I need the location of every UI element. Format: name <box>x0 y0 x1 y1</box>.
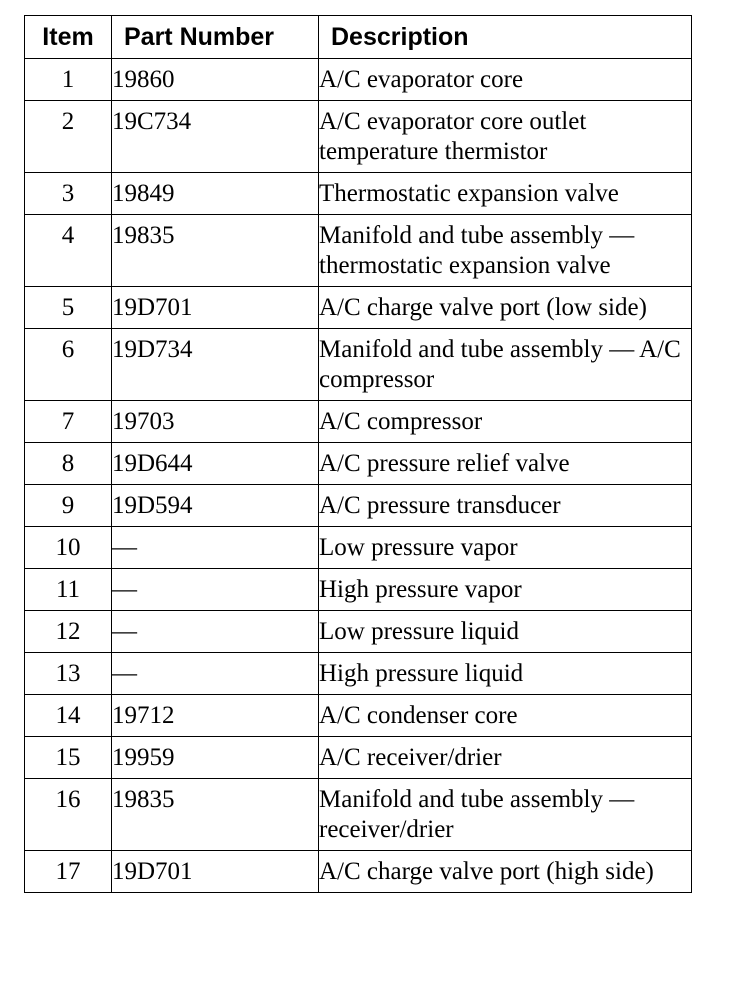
part-number-cell: 19712 <box>112 695 319 737</box>
table-body <box>25 59 692 893</box>
table-row <box>25 851 692 893</box>
table-row <box>25 779 692 851</box>
description-cell: Thermostatic expansion valve <box>319 173 692 215</box>
description-cell: A/C pressure relief valve <box>319 443 692 485</box>
part-number-cell: — <box>112 569 319 611</box>
table-row <box>25 329 692 401</box>
description-cell: Low pressure liquid <box>319 611 692 653</box>
part-number-cell: 19C734 <box>112 101 319 173</box>
description-cell: High pressure liquid <box>319 653 692 695</box>
part-number-cell: 19959 <box>112 737 319 779</box>
description-cell: High pressure vapor <box>319 569 692 611</box>
table-row <box>25 569 692 611</box>
column-header-part-number: Part Number <box>112 16 319 59</box>
part-number-cell: — <box>112 611 319 653</box>
column-header-description: Description <box>319 16 692 59</box>
column-header-item: Item <box>25 16 112 59</box>
item-number-cell: 1 <box>25 59 112 101</box>
item-number-cell: 2 <box>25 101 112 173</box>
item-number-cell: 9 <box>25 485 112 527</box>
item-number-cell: 15 <box>25 737 112 779</box>
part-number-cell: 19D594 <box>112 485 319 527</box>
part-number-cell: 19835 <box>112 215 319 287</box>
item-number-cell: 5 <box>25 287 112 329</box>
item-number-cell: 4 <box>25 215 112 287</box>
table-row <box>25 287 692 329</box>
description-cell: A/C compressor <box>319 401 692 443</box>
description-cell: A/C evaporator core outlet temperature thermistor <box>319 101 692 173</box>
table-header <box>25 16 692 59</box>
item-number-cell: 7 <box>25 401 112 443</box>
description-cell: A/C receiver/drier <box>319 737 692 779</box>
item-number-cell: 12 <box>25 611 112 653</box>
item-number-cell: 13 <box>25 653 112 695</box>
table-row <box>25 443 692 485</box>
table-row <box>25 101 692 173</box>
item-number-cell: 10 <box>25 527 112 569</box>
part-number-cell: 19D734 <box>112 329 319 401</box>
description-cell: Low pressure vapor <box>319 527 692 569</box>
parts-table <box>24 15 692 893</box>
description-cell: A/C charge valve port (high side) <box>319 851 692 893</box>
description-cell: Manifold and tube assembly — receiver/drier <box>319 779 692 851</box>
table-row <box>25 173 692 215</box>
part-number-cell: 19703 <box>112 401 319 443</box>
table-row <box>25 401 692 443</box>
part-number-cell: 19D701 <box>112 287 319 329</box>
part-number-cell: 19D644 <box>112 443 319 485</box>
description-cell: A/C evaporator core <box>319 59 692 101</box>
header-row <box>25 16 692 59</box>
table-row <box>25 527 692 569</box>
table-row <box>25 737 692 779</box>
table-row <box>25 611 692 653</box>
part-number-cell: 19835 <box>112 779 319 851</box>
description-cell: A/C condenser core <box>319 695 692 737</box>
item-number-cell: 14 <box>25 695 112 737</box>
table-row <box>25 485 692 527</box>
table-row <box>25 695 692 737</box>
item-number-cell: 11 <box>25 569 112 611</box>
table-row <box>25 59 692 101</box>
item-number-cell: 17 <box>25 851 112 893</box>
description-cell: Manifold and tube assembly — thermostatic expansion valve <box>319 215 692 287</box>
item-number-cell: 8 <box>25 443 112 485</box>
item-number-cell: 6 <box>25 329 112 401</box>
item-number-cell: 16 <box>25 779 112 851</box>
part-number-cell: 19849 <box>112 173 319 215</box>
table-row <box>25 653 692 695</box>
part-number-cell: 19860 <box>112 59 319 101</box>
part-number-cell: 19D701 <box>112 851 319 893</box>
description-cell: A/C charge valve port (low side) <box>319 287 692 329</box>
part-number-cell: — <box>112 653 319 695</box>
part-number-cell: — <box>112 527 319 569</box>
item-number-cell: 3 <box>25 173 112 215</box>
description-cell: Manifold and tube assembly — A/C compressor <box>319 329 692 401</box>
description-cell: A/C pressure transducer <box>319 485 692 527</box>
table-row <box>25 215 692 287</box>
